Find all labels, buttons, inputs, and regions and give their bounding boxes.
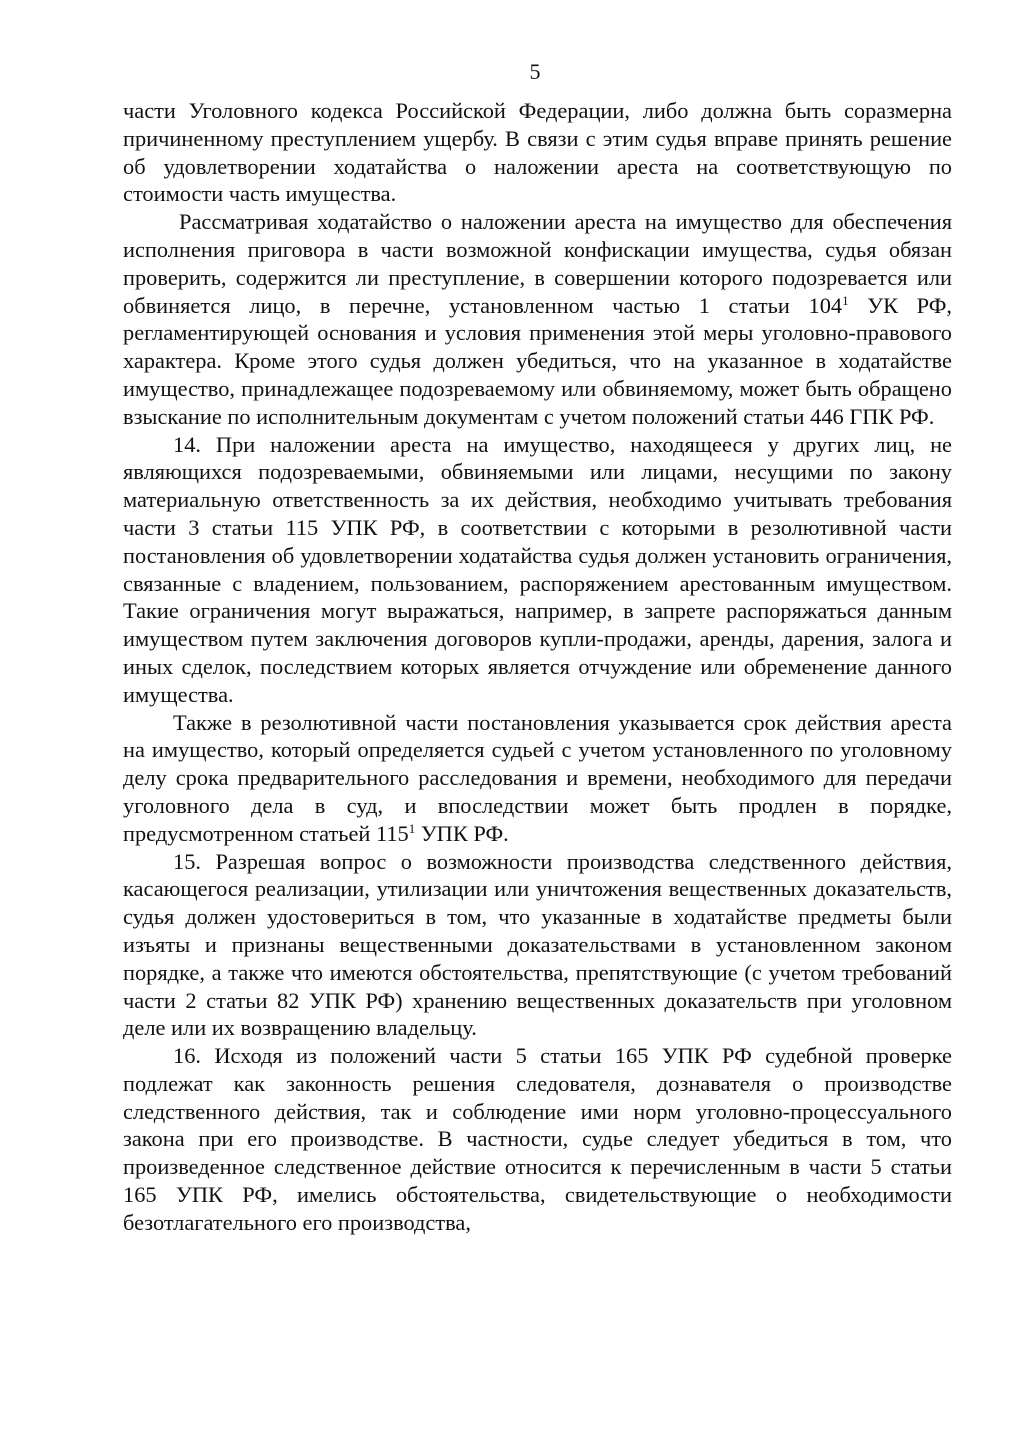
- paragraph-text: УК РФ, регламентирующей основания и условия применения этой меры уголовно-правового характера. Кроме этого судья должен убедиться, что на указанное в ходатайстве имущество, принадлежащее подозреваемому или обвиняемому, может быть обращено взыскание по исполнительным документам с учетом положений статьи 446 ГПК РФ.: [123, 292, 953, 429]
- paragraph-text: Рассматривая ходатайство о наложении ареста на имущество для обеспечения исполнения приговора в части возможной конфискации имущества, судья обязан проверить, содержится ли преступление, в совершении которого подозревается или обвиняется лицо, в перечне, установленном частью 1 статьи 104: [123, 209, 952, 318]
- paragraph-continuation: части Уголовного кодекса Российской Федерации, либо должна быть соразмерна причиненному преступлением ущербу. В связи с этим судья вправе принять решение об удовлетворении ходатайства о наложении ареста на соответствующую по стоимости часть имущества.: [123, 98, 952, 207]
- paragraph-text: Также в резолютивной части постановления указывается срок действия ареста на имущество, который определяется судьей с учетом установленного по уголовному делу срока предварительного расследования и времени, необходимого для передачи уголовного дела в суд, и впоследствии может быть продлен в порядке, предусмотренном статьей 115: [123, 709, 952, 846]
- paragraph-arrest-term: [123, 709, 952, 848]
- paragraph-15: 15. Разрешая вопрос о возможности производства следственного действия, касающегося реализации, утилизации или уничтожения вещественных доказательств, судья должен удостовериться в том, что указанные в ходатайстве предметы были изъяты и признаны вещественными доказательствами в установленном законом порядке, а также что имеются обстоятельства, препятствующие (с учетом требований части 2 статьи 82 УПК РФ) хранению вещественных доказательств при уголовном деле или их возвращению владельцу.: [123, 848, 952, 1041]
- page-number: 5: [529, 59, 541, 84]
- paragraph-confiscation-check: [123, 208, 952, 430]
- body-text: [123, 97, 952, 1237]
- superscript: 1: [408, 820, 416, 836]
- superscript: 1: [842, 292, 849, 308]
- paragraph-14: 14. При наложении ареста на имущество, находящееся у других лиц, не являющихся подозреваемыми, обвиняемыми или лицами, несущими по закону материальную ответственность за их действия, необходимо учитывать требования части 3 статьи 115 УПК РФ, в соответствии с которыми в резолютивной части постановления об удовлетворении ходатайства судья должен установить ограничения, связанные с владением, пользованием, распоряжением арестованным имуществом. Такие ограничения могут выражаться, например, в запрете распоряжаться данным имуществом путем заключения договоров купли-продажи, аренды, дарения, залога и иных сделок, последствием которых является отчуждение или обременение данного имущества.: [123, 431, 952, 707]
- paragraph-text: УПК РФ.: [415, 820, 509, 846]
- paragraph-16: 16. Исходя из положений части 5 статьи 165 УПК РФ судебной проверке подлежат как законность решения следователя, дознавателя о производстве следственного действия, так и соблюдение ими норм уголовно-процессуального закона при его производстве. В частности, судье следует убедиться в том, что произведенное следственное действие относится к перечисленным в части 5 статьи 165 УПК РФ, имелись обстоятельства, свидетельствующие о необходимости безотлагательного его производства,: [123, 1043, 952, 1235]
